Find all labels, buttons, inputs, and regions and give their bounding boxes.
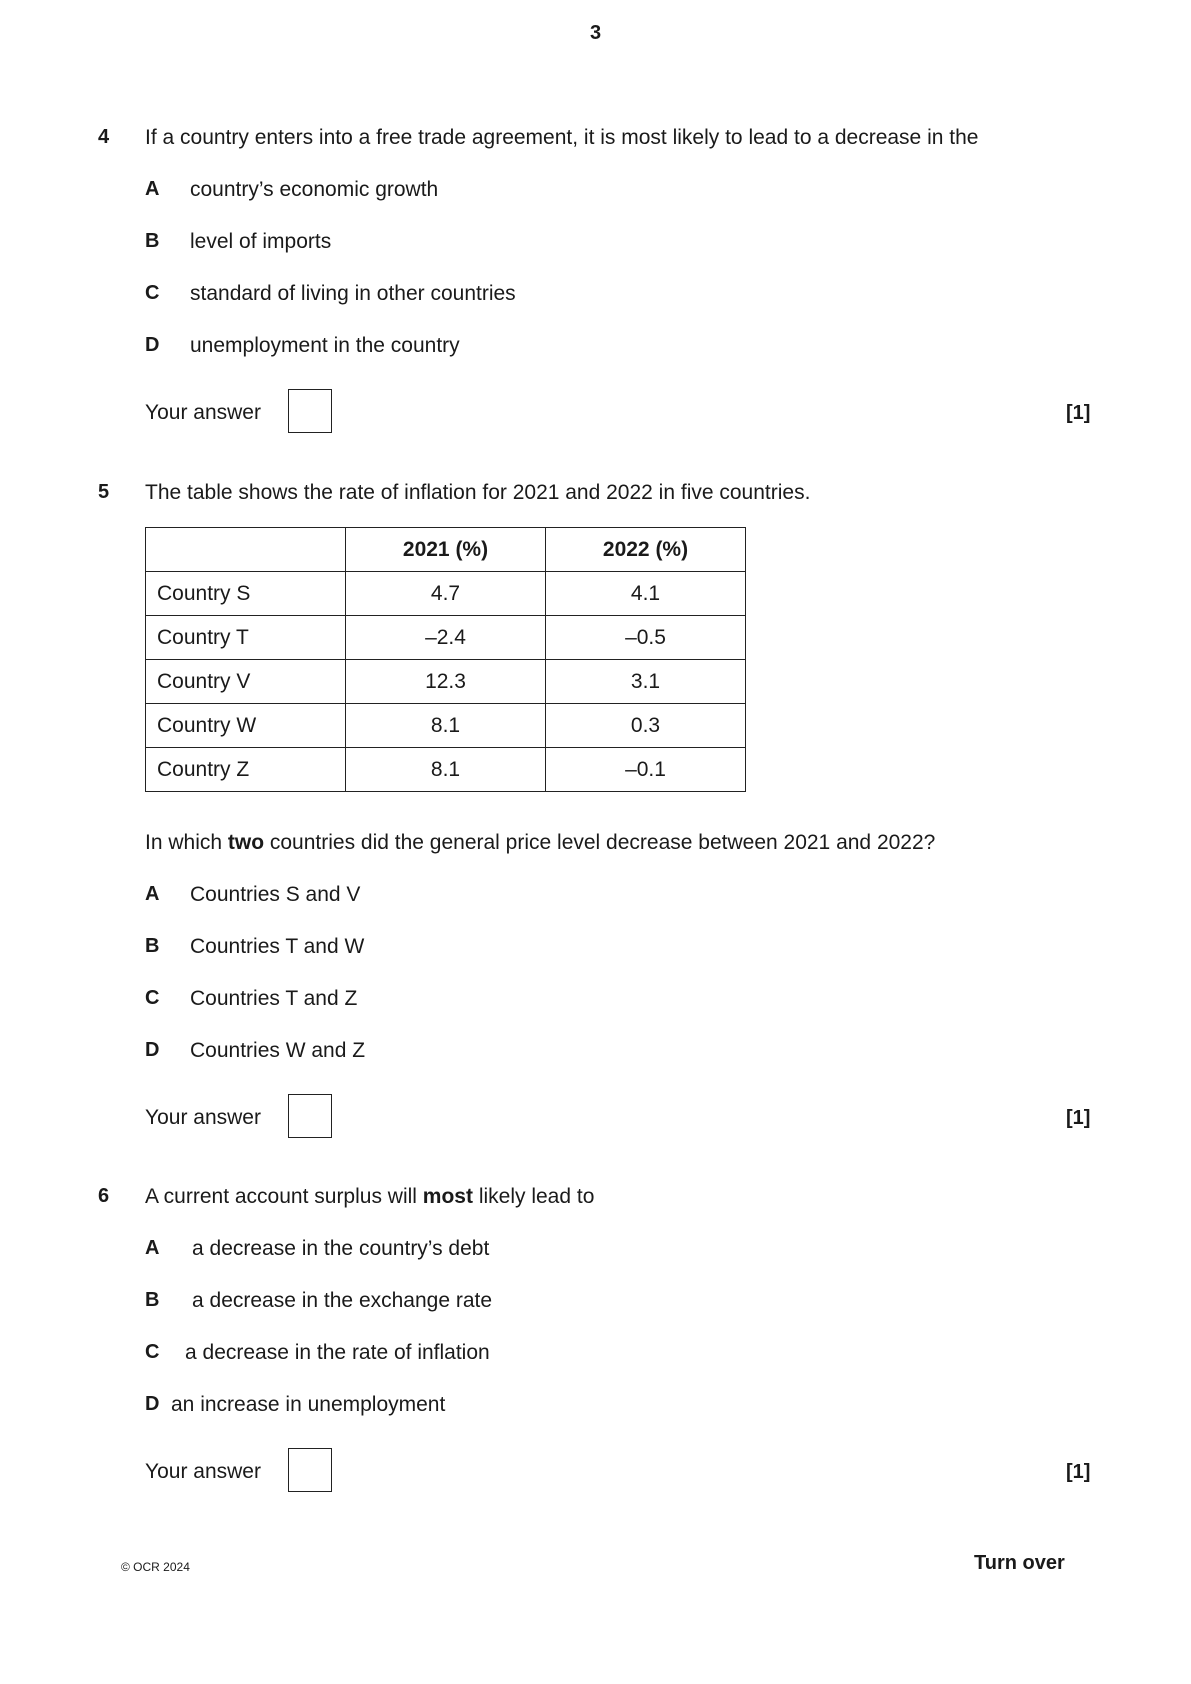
q4-answer-box[interactable]	[288, 389, 332, 433]
q6-text-before: A current account surplus will	[145, 1185, 423, 1208]
table-cell-value: 8.1	[346, 704, 546, 748]
q6-option-b-letter: B	[145, 1289, 160, 1311]
q6-option-c-letter: C	[145, 1341, 160, 1363]
q4-option-d-letter: D	[145, 334, 160, 356]
question-5-number: 5	[98, 481, 110, 503]
q5-prompt-before: In which	[145, 831, 228, 854]
table-row	[146, 572, 746, 616]
q4-option-c-letter: C	[145, 282, 160, 304]
question-4-text: If a country enters into a free trade agreement, it is most likely to lead to a decrease in the	[145, 126, 979, 149]
inflation-table	[145, 527, 746, 792]
table-header-cell	[146, 528, 346, 572]
q6-answer-label: Your answer	[145, 1460, 261, 1483]
table-cell-value: 3.1	[546, 660, 746, 704]
table-cell-value: 12.3	[346, 660, 546, 704]
table-header-cell: 2022 (%)	[546, 528, 746, 572]
table-cell-value: 4.7	[346, 572, 546, 616]
q5-prompt-bold: two	[227, 831, 265, 854]
q6-answer-box[interactable]	[288, 1448, 332, 1492]
q6-option-a-letter: A	[145, 1237, 160, 1259]
q5-answer-box[interactable]	[288, 1094, 332, 1138]
table-cell-value: –0.5	[546, 616, 746, 660]
q6-option-a-text: a decrease in the country’s debt	[192, 1237, 490, 1260]
q5-option-b-letter: B	[145, 935, 160, 957]
q4-option-b-text: level of imports	[190, 230, 332, 253]
q6-option-c-text: a decrease in the rate of inflation	[185, 1341, 490, 1364]
q4-marks: [1]	[1066, 402, 1091, 424]
q4-option-b-letter: B	[145, 230, 160, 252]
page-number: 3	[589, 22, 602, 44]
table-row	[146, 748, 746, 792]
question-6-text	[145, 1185, 594, 1209]
table-row	[146, 704, 746, 748]
copyright: © OCR 2024	[121, 1560, 190, 1574]
table-cell-value: –2.4	[346, 616, 546, 660]
q4-option-d-text: unemployment in the country	[190, 334, 460, 357]
q6-option-d-letter: D	[145, 1393, 160, 1415]
table-row	[146, 616, 746, 660]
question-5-text: The table shows the rate of inflation for 2021 and 2022 in five countries.	[145, 481, 811, 504]
question-4-number: 4	[98, 126, 110, 148]
q5-option-c-letter: C	[145, 987, 160, 1009]
q4-option-a-text: country’s economic growth	[190, 178, 439, 201]
q5-option-d-text: Countries W and Z	[190, 1039, 366, 1062]
q6-text-after: likely lead to	[472, 1185, 595, 1208]
q5-answer-label: Your answer	[145, 1106, 261, 1129]
q5-option-b-text: Countries T and W	[190, 935, 365, 958]
table-cell-value: –0.1	[546, 748, 746, 792]
table-cell-country: Country W	[146, 704, 346, 748]
table-cell-country: Country Z	[146, 748, 346, 792]
table-cell-country: Country S	[146, 572, 346, 616]
q5-option-d-letter: D	[145, 1039, 160, 1061]
q5-option-a-letter: A	[145, 883, 160, 905]
table-row	[146, 660, 746, 704]
q4-answer-label: Your answer	[145, 401, 261, 424]
table-cell-country: Country T	[146, 616, 346, 660]
q5-marks: [1]	[1066, 1107, 1091, 1129]
table-cell-value: 4.1	[546, 572, 746, 616]
table-cell-country: Country V	[146, 660, 346, 704]
q4-option-a-letter: A	[145, 178, 160, 200]
q5-prompt-after: countries did the general price level decrease between 2021 and 2022?	[264, 831, 936, 854]
table-cell-value: 0.3	[546, 704, 746, 748]
q6-marks: [1]	[1066, 1461, 1091, 1483]
q5-option-a-text: Countries S and V	[190, 883, 361, 906]
q5-option-c-text: Countries T and Z	[190, 987, 358, 1010]
q6-option-d-text: an increase in unemployment	[171, 1393, 446, 1416]
table-header-row	[146, 528, 746, 572]
q4-option-c-text: standard of living in other countries	[190, 282, 516, 305]
table-cell-value: 8.1	[346, 748, 546, 792]
turn-over: Turn over	[974, 1552, 1065, 1574]
q6-text-bold: most	[422, 1185, 473, 1208]
question-5-prompt	[145, 831, 935, 855]
q6-option-b-text: a decrease in the exchange rate	[192, 1289, 493, 1312]
question-6-number: 6	[98, 1185, 110, 1207]
table-header-cell: 2021 (%)	[346, 528, 546, 572]
